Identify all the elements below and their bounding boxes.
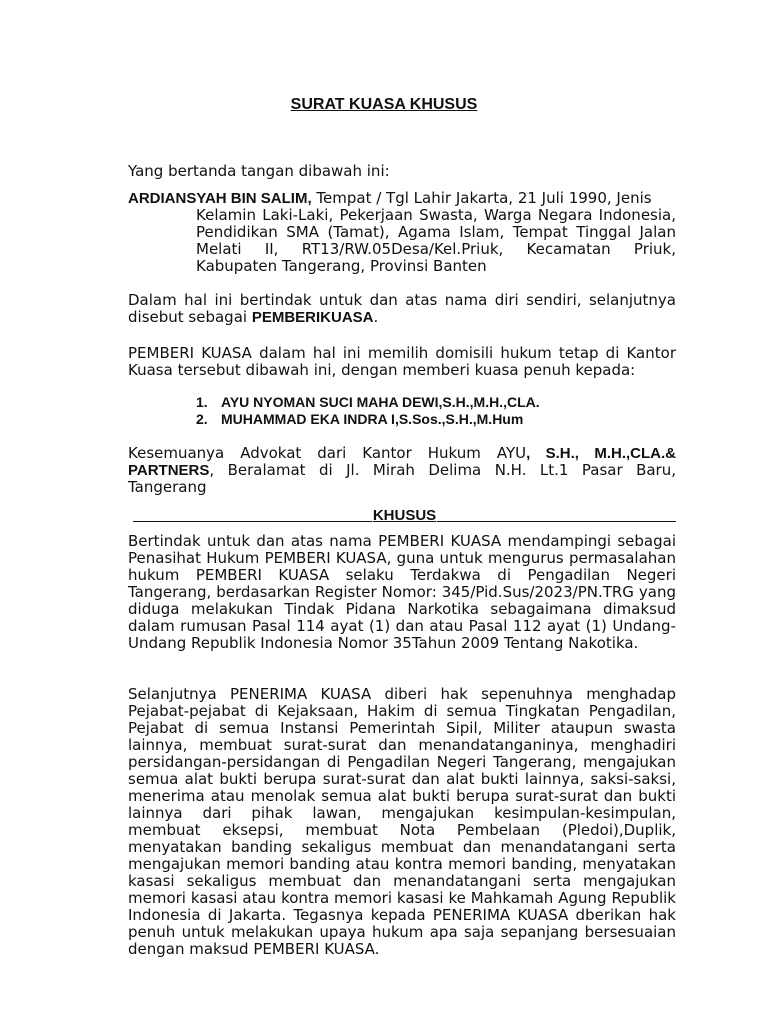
khusus-heading <box>133 506 676 524</box>
khusus-label: KHUSUS <box>372 507 437 524</box>
firm-text: Kesemuanya Advokat dari Kantor Hukum AYU <box>128 444 527 462</box>
domicile-paragraph: PEMBERI KUASA dalam hal ini memilih domisili hukum tetap di Kantor Kuasa tersebut dibawah ini, dengan memberi kuasa penuh kepada: <box>128 344 676 379</box>
grantor-details: Kelamin Laki-Laki, Pekerjaan Swasta, Warga Negara Indonesia, Pendidikan SMA (Tamat), Agama Islam, Tempat Tinggal Jalan Melati II, RT13/RW.05Desa/Kel.Priuk, Kecamatan Priuk, Kabupaten Tangerang, Provinsi Banten <box>196 206 676 275</box>
firm-name: , S.H., M.H.,CLA.& PARTNERS <box>128 445 676 479</box>
acting-paragraph <box>128 292 676 326</box>
list-item <box>196 411 676 428</box>
list-number: 2. <box>196 411 208 427</box>
rights-paragraph: Selanjutnya PENERIMA KUASA diberi hak sepenuhnya menghadap Pejabat-pejabat di Kejaksaan, Hakim di semua Tingkatan Pengadilan, Pejabat di semua Instansi Pemerintah Sipil, Militer ataupun swasta lainnya, membuat surat-surat dan menandatanganinya, menghadiri persidangan-persidangan di Pengadilan Negeri Tangerang, mengajukan semua alat bukti berupa surat-surat dan alat bukti lainnya, saksi-saksi, menerima atau menolak semua alat bukti berupa surat-surat dan bukti lainnya dari pihak lawan, mengajukan kesimpulan-kesimpulan, membuat eksepsi, membuat Nota Pembelaan (Pledoi),Duplik, menyatakan banding sekaligus membuat dan menandatangani serta mengajukan memori banding atau kontra memori banding, menyatakan kasasi sekaligus membuat dan menandatangani serta mengajukan memori kasasi atau kontra memori kasasi ke Mahkamah Agung Republik Indonesia di Jakarta. Tegasnya kepada PENERIMA KUASA dberikan hak penuh untuk melakukan upaya hukum apa saja sepanjang bersesuaian dengan maksud PEMBERI KUASA. <box>128 685 676 958</box>
list-item <box>196 394 676 411</box>
heading-rule-left <box>133 521 372 522</box>
heading-rule-right <box>437 521 676 522</box>
document-title: SURAT KUASA KHUSUS <box>290 96 478 113</box>
acting-end: . <box>373 308 379 326</box>
grantor-first-line <box>128 190 676 207</box>
attorney-name: MUHAMMAD EKA INDRA I,S.Sos.,S.H.,M.Hum <box>221 411 524 427</box>
attorney-name: AYU NYOMAN SUCI MAHA DEWI,S.H.,M.H.,CLA. <box>221 394 540 410</box>
acting-text: Dalam hal ini bertindak untuk dan atas nama diri sendiri, selanjutnya disebut sebagai <box>128 291 676 326</box>
grantor-birth: Tempat / Tgl Lahir Jakarta, 21 Juli 1990, Jenis <box>311 189 652 207</box>
firm-address: , Beralamat di Jl. Mirah Delima N.H. Lt.1 Pasar Baru, Tangerang <box>128 461 676 496</box>
pemberikuasa-term: PEMBERIKUASA <box>251 309 374 326</box>
authority-paragraph: Bertindak untuk dan atas nama PEMBERI KUASA mendampingi sebagai Penasihat Hukum PEMBERI KUASA, guna untuk mengurus permasalahan hukum PEMBERI KUASA selaku Terdakwa di Pengadilan Negeri Tangerang, berdasarkan Register Nomor: 345/Pid.Sus/2023/PN.TRG yang diduga melakukan Tindak Pidana Narkotika sebagaimana dimaksud dalam rumusan Pasal 114 ayat (1) dan atau Pasal 112 ayat (1) Undang-Undang Republik Indonesia Nomor 35Tahun 2009 Tentang Nakotika. <box>128 532 676 652</box>
attorney-list <box>196 394 676 428</box>
firm-paragraph <box>128 445 676 496</box>
intro-text: Yang bertanda tangan dibawah ini: <box>128 162 390 180</box>
grantor-name: ARDIANSYAH BIN SALIM, <box>128 190 312 207</box>
list-number: 1. <box>196 394 208 410</box>
